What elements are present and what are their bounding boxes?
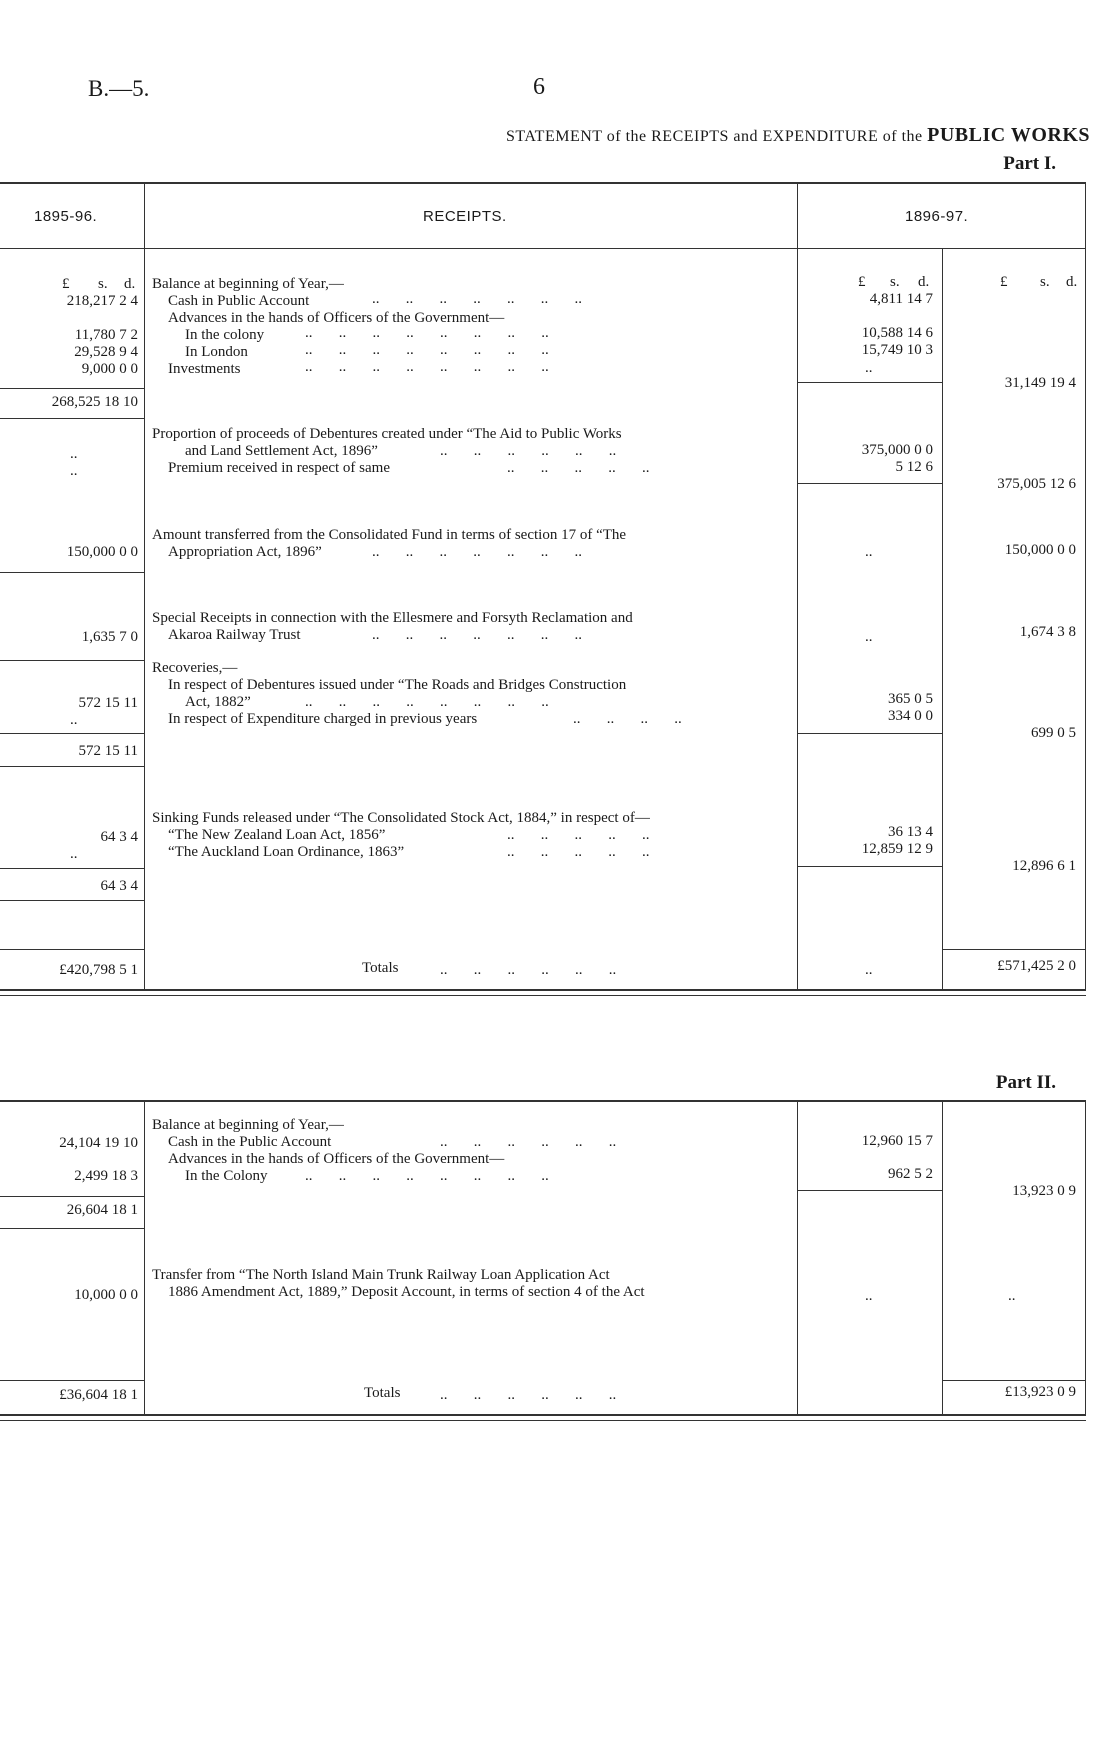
rule (0, 995, 1086, 996)
leader-dots: .. .. .. .. (573, 711, 682, 727)
curr-london-amount: 15,749 10 3 (861, 342, 933, 358)
rule (0, 1100, 1086, 1102)
curr-recoveries-debentures: 365 0 5 (888, 691, 933, 707)
p2-transfer-line2: 1886 Amendment Act, 1889,” Deposit Account, in terms of section 4 of the Act (168, 1284, 645, 1300)
prev-sinking-nz-loan: 64 3 4 (100, 829, 138, 845)
column-divider (1085, 1100, 1086, 1414)
p2-colony-label: In the Colony (185, 1168, 268, 1184)
statement-title-bold: PUBLIC WORKS (927, 124, 1090, 146)
leader-dots: .. .. .. .. .. .. .. .. (305, 359, 549, 375)
curr-debentures-total: 375,005 12 6 (997, 476, 1076, 492)
column-divider (144, 182, 145, 989)
leader-dots: .. .. .. .. .. .. .. .. (305, 325, 549, 341)
premium-label: Premium received in respect of same (168, 460, 390, 476)
column-header-1895-96: 1895-96. (34, 208, 98, 225)
unit-pounds: £ (1000, 274, 1008, 290)
leader-dots: .. .. .. .. .. (507, 844, 650, 860)
p2-curr-balance-total: 13,923 0 9 (1012, 1183, 1076, 1199)
rule (0, 949, 144, 950)
prev-debentures-amount: .. (70, 446, 78, 462)
rule (0, 868, 144, 869)
recoveries-line2: Act, 1882” (185, 694, 251, 710)
rule (0, 900, 144, 901)
rule (942, 949, 1085, 950)
column-divider (942, 248, 943, 989)
curr-special-mid: .. (865, 629, 873, 645)
p2-cash-label: Cash in the Public Account (168, 1134, 332, 1150)
rule (0, 572, 144, 573)
curr-investments-amount: .. (865, 360, 873, 376)
leader-dots: .. .. .. .. .. .. (440, 443, 617, 459)
leader-dots: .. .. .. .. .. .. .. (372, 544, 582, 560)
rule (0, 660, 144, 661)
column-header-1896-97: 1896-97. (905, 208, 969, 225)
unit-pounds: £ (62, 276, 70, 292)
leader-dots: .. .. .. .. .. .. (440, 1134, 617, 1150)
p2-balance-heading: Balance at beginning of Year,— (152, 1117, 344, 1133)
rule (0, 1228, 144, 1229)
curr-cash-amount: 4,811 14 7 (869, 291, 933, 307)
prev-cash-amount: 218,217 2 4 (66, 293, 138, 309)
investments-label: Investments (168, 361, 241, 377)
curr-grand-total: £571,425 2 0 (997, 958, 1076, 974)
p2-curr-colony: 962 5 2 (888, 1166, 933, 1182)
rule (0, 388, 144, 389)
curr-sinking-total: 12,896 6 1 (1012, 858, 1076, 874)
prev-colony-amount: 11,780 7 2 (74, 327, 138, 343)
rule (797, 866, 942, 867)
document-reference: B.—5. (88, 76, 150, 101)
prev-london-amount: 29,528 9 4 (74, 344, 138, 360)
p2-prev-grand-total: £36,604 18 1 (59, 1387, 138, 1403)
rule (0, 418, 144, 419)
curr-debentures-amount: 375,000 0 0 (861, 442, 933, 458)
rule (797, 483, 942, 484)
totals-label: Totals (362, 960, 399, 976)
p2-prev-transfer: 10,000 0 0 (74, 1287, 138, 1303)
column-divider (797, 1100, 798, 1414)
part-one-label: Part I. (1003, 153, 1056, 174)
column-divider (1085, 182, 1086, 989)
recoveries-line3: In respect of Expenditure charged in previous years (168, 711, 478, 727)
column-divider (144, 1100, 145, 1414)
prev-premium-amount: .. (70, 463, 78, 479)
prev-recoveries-debentures: 572 15 11 (78, 695, 138, 711)
curr-recoveries-expenditure: 334 0 0 (888, 708, 933, 724)
unit-pence: d. (1066, 274, 1078, 290)
rule (797, 382, 942, 383)
prev-sinking-total: 64 3 4 (100, 878, 138, 894)
unit-pounds: £ (858, 274, 866, 290)
curr-colony-amount: 10,588 14 6 (861, 325, 933, 341)
rule (0, 766, 144, 767)
unit-shillings: s. (890, 274, 900, 290)
p2-advances-label: Advances in the hands of Officers of the Government— (168, 1151, 505, 1167)
special-receipts-line2: Akaroa Railway Trust (168, 627, 301, 643)
unit-shillings: s. (98, 276, 108, 292)
leader-dots: .. .. .. .. .. .. .. (372, 291, 582, 307)
prev-sinking-auckland: .. (70, 846, 78, 862)
p2-curr-grand-total: £13,923 0 9 (1004, 1384, 1076, 1400)
leader-dots: .. .. .. .. .. .. (440, 1387, 617, 1403)
sinking-funds-line1: Sinking Funds released under “The Consolidated Stock Act, 1884,” in respect of— (152, 810, 650, 826)
statement-title-prefix: STATEMENT of the RECEIPTS and EXPENDITURE of the (506, 128, 923, 145)
p2-curr-transfer-total: .. (1008, 1288, 1016, 1304)
advances-label: Advances in the hands of Officers of the Government— (168, 310, 505, 326)
leader-dots: .. .. .. .. .. .. .. (372, 627, 582, 643)
prev-recoveries-total: 572 15 11 (78, 743, 138, 759)
p2-totals-label: Totals (364, 1385, 401, 1401)
p2-prev-balance-total: 26,604 18 1 (66, 1202, 138, 1218)
column-divider (942, 1100, 943, 1414)
rule (942, 1380, 1085, 1381)
sinking-funds-line2: “The New Zealand Loan Act, 1856” (168, 827, 386, 843)
in-london-label: In London (185, 344, 248, 360)
p2-transfer-line1: Transfer from “The North Island Main Trunk Railway Loan Application Act (152, 1267, 610, 1283)
recoveries-heading: Recoveries,— (152, 660, 238, 676)
recoveries-line1: In respect of Debentures issued under “The Roads and Bridges Construction (168, 677, 627, 693)
consolidated-label-line1: Amount transferred from the Consolidated Fund in terms of section 17 of “The (152, 527, 627, 543)
unit-shillings: s. (1040, 274, 1050, 290)
column-divider (797, 182, 798, 989)
leader-dots: .. .. .. .. .. (507, 460, 650, 476)
prev-special-amount: 1,635 7 0 (81, 629, 138, 645)
part-two-label: Part II. (995, 1072, 1056, 1093)
rule (0, 182, 1086, 184)
unit-pence: d. (918, 274, 930, 290)
debentures-label-line1: Proportion of proceeds of Debentures created under “The Aid to Public Works (152, 426, 622, 442)
p2-prev-colony: 2,499 18 3 (74, 1168, 138, 1184)
special-receipts-line1: Special Receipts in connection with the Ellesmere and Forsyth Reclamation and (152, 610, 633, 626)
rule (0, 1414, 1086, 1416)
debentures-label-line2: and Land Settlement Act, 1896” (185, 443, 378, 459)
in-colony-label: In the colony (185, 327, 265, 343)
rule (0, 248, 1086, 249)
column-header-receipts: RECEIPTS. (423, 208, 507, 225)
rule (797, 1190, 942, 1191)
curr-consolidated-mid: .. (865, 544, 873, 560)
balance-heading: Balance at beginning of Year,— (152, 276, 344, 292)
rule (0, 1420, 1086, 1421)
p2-curr-cash: 12,960 15 7 (861, 1133, 933, 1149)
prev-recoveries-expenditure: .. (70, 712, 78, 728)
unit-pence: d. (124, 276, 136, 292)
curr-sinking-nz-loan: 36 13 4 (888, 824, 933, 840)
curr-sinking-auckland: 12,859 12 9 (861, 841, 933, 857)
curr-special-total: 1,674 3 8 (1019, 624, 1076, 640)
consolidated-label-line2: Appropriation Act, 1896” (168, 544, 322, 560)
prev-grand-total: £420,798 5 1 (59, 962, 138, 978)
leader-dots: .. .. .. .. .. .. .. .. (305, 342, 549, 358)
statement-title (506, 124, 1090, 147)
curr-balance-total: 31,149 19 4 (1004, 375, 1076, 391)
prev-consolidated-amount: 150,000 0 0 (66, 544, 138, 560)
curr-recoveries-total: 699 0 5 (1031, 725, 1076, 741)
curr-premium-amount: 5 12 6 (895, 459, 933, 475)
sinking-funds-line3: “The Auckland Loan Ordinance, 1863” (168, 844, 405, 860)
curr-consolidated-total: 150,000 0 0 (1004, 542, 1076, 558)
rule (0, 1196, 144, 1197)
p2-prev-cash: 24,104 19 10 (59, 1135, 138, 1151)
rule (0, 733, 144, 734)
rule (0, 989, 1086, 991)
leader-dots: .. .. .. .. .. .. (440, 962, 617, 978)
prev-balance-total: 268,525 18 10 (51, 394, 138, 410)
rule (797, 733, 942, 734)
curr-total-mid: .. (865, 962, 873, 978)
p2-curr-transfer-mid: .. (865, 1288, 873, 1304)
cash-public-account-label: Cash in Public Account (168, 293, 310, 309)
page-number: 6 (533, 74, 545, 100)
prev-investments-amount: 9,000 0 0 (81, 361, 138, 377)
rule (0, 1380, 144, 1381)
leader-dots: .. .. .. .. .. (507, 827, 650, 843)
leader-dots: .. .. .. .. .. .. .. .. (305, 694, 549, 710)
leader-dots: .. .. .. .. .. .. .. .. (305, 1168, 549, 1184)
